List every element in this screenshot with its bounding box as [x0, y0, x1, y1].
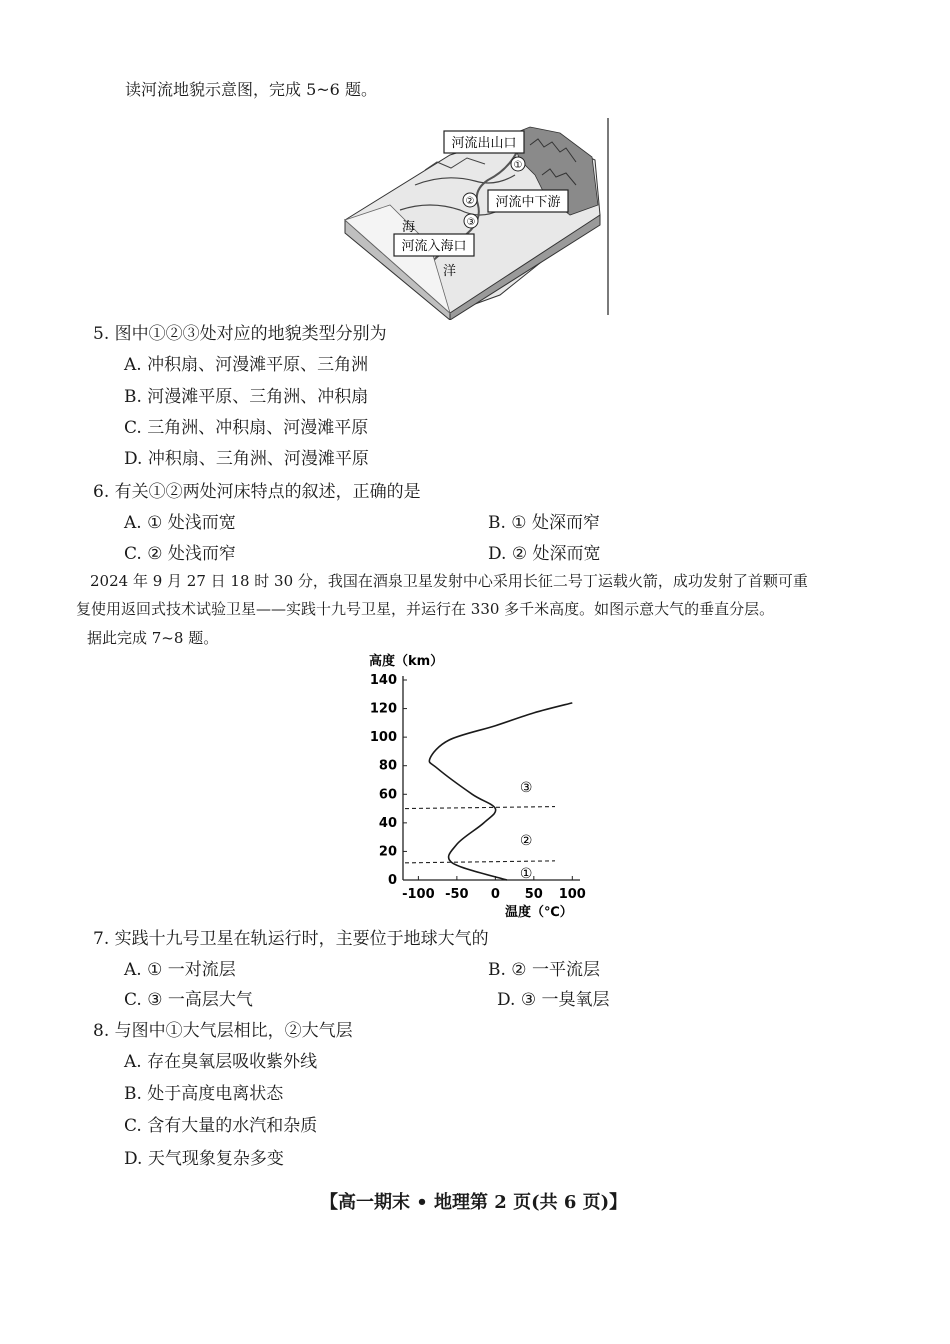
label-sea-hai: 海 — [402, 220, 416, 235]
y-tick-label: 60 — [378, 787, 397, 803]
y-axis-label: 高度（km） — [369, 654, 444, 669]
layer-boundary-line — [405, 807, 555, 809]
y-tick-label: 140 — [369, 673, 397, 688]
marker-2: ② — [465, 196, 475, 207]
intro-7-8-line3: 据此完成 7~8 题。 — [87, 629, 219, 647]
q8-option-d: D. 天气现象复杂多变 — [124, 1149, 284, 1169]
layer-label-1: ① — [519, 865, 533, 882]
y-tick-label: 100 — [369, 730, 397, 746]
q5-stem: 5. 图中①②③处对应的地貌类型分别为 — [93, 324, 387, 344]
x-tick-label: -100 — [402, 887, 435, 902]
y-tick-label: 0 — [387, 873, 397, 888]
q6-option-c: C. ② 处浅而窄 — [124, 544, 236, 564]
marker-1: ① — [513, 160, 523, 171]
q8-option-b: B. 处于高度电离状态 — [124, 1084, 284, 1104]
layer-label-3: ③ — [519, 780, 533, 797]
label-outlet: 河流出山口 — [451, 136, 517, 151]
x-axis-label: 温度（℃） — [505, 905, 573, 920]
q5-option-a: A. 冲积扇、河漫滩平原、三角洲 — [124, 355, 369, 375]
x-tick-label: 0 — [490, 887, 500, 902]
x-tick-label: 50 — [524, 887, 543, 902]
label-middle: 河流中下游 — [495, 195, 561, 210]
y-tick-label: 40 — [378, 815, 397, 831]
layer-boundary-line — [405, 861, 555, 863]
q7-option-a: A. ① 一对流层 — [124, 960, 236, 980]
page-footer: 【高一期末 • 地理第 2 页(共 6 页)】 — [320, 1192, 628, 1213]
q8-option-a: A. 存在臭氧层吸收紫外线 — [124, 1052, 318, 1072]
q6-stem: 6. 有关①②两处河床特点的叙述，正确的是 — [93, 482, 421, 502]
q6-option-d: D. ② 处深而宽 — [488, 544, 601, 564]
label-mouth: 河流入海口 — [401, 239, 467, 254]
q6-option-a: A. ① 处浅而宽 — [124, 513, 236, 533]
layer-label-2: ② — [519, 833, 533, 849]
river-landform-figure — [330, 115, 615, 320]
atmosphere-layers-chart — [355, 648, 595, 923]
intro-5-6: 读河流地貌示意图，完成 5~6 题。 — [125, 80, 377, 99]
x-tick-label: 100 — [558, 887, 586, 902]
y-tick-label: 120 — [369, 701, 397, 717]
label-sea-yang: 洋 — [443, 264, 457, 279]
q8-option-c: C. 含有大量的水汽和杂质 — [124, 1116, 318, 1136]
x-tick-label: -50 — [445, 887, 469, 902]
intro-7-8-line2: 复使用返回式技术试验卫星——实践十九号卫星，并运行在 330 多千米高度。如图示意大气的垂直分层。 — [76, 600, 775, 618]
temperature-curve — [429, 703, 572, 880]
intro-7-8-line1: 2024 年 9 月 27 日 18 时 30 分，我国在酒泉卫星发射中心采用长征二号丁运载火箭，成功发射了首颗可重 — [90, 572, 808, 590]
y-tick-label: 80 — [378, 758, 397, 774]
q7-option-c: C. ③ 一高层大气 — [124, 990, 253, 1010]
q5-option-d: D. 冲积扇、三角洲、河漫滩平原 — [124, 449, 369, 469]
q5-option-b: B. 河漫滩平原、三角洲、冲积扇 — [124, 387, 369, 407]
q7-stem: 7. 实践十九号卫星在轨运行时，主要位于地球大气的 — [93, 929, 489, 949]
q8-stem: 8. 与图中①大气层相比，②大气层 — [93, 1021, 353, 1041]
q7-option-d: D. ③ 一臭氧层 — [497, 990, 610, 1010]
q6-option-b: B. ① 处深而窄 — [488, 513, 600, 533]
q5-option-c: C. 三角洲、冲积扇、河漫滩平原 — [124, 418, 369, 438]
q7-option-b: B. ② 一平流层 — [488, 960, 600, 980]
marker-3: ③ — [466, 217, 476, 228]
y-tick-label: 20 — [378, 844, 397, 860]
